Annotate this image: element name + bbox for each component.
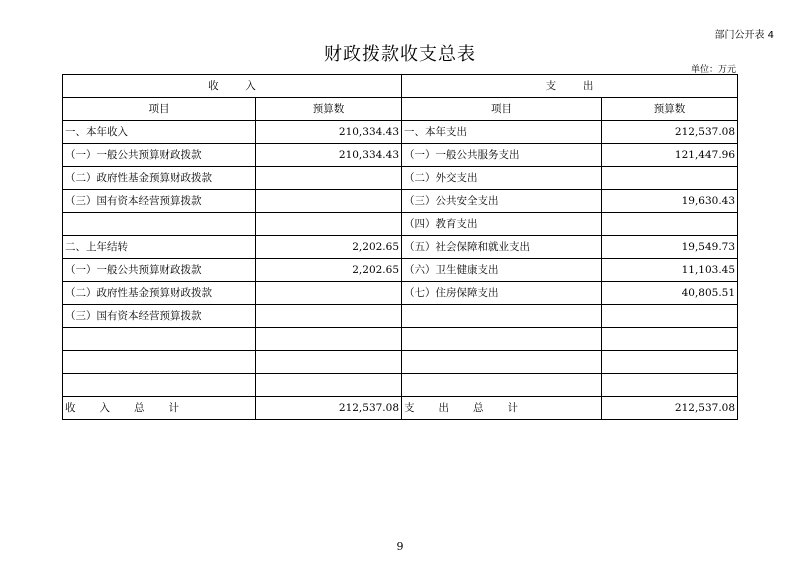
expense-item-cell bbox=[402, 328, 602, 351]
income-item-cell: （二）政府性基金预算财政拨款 bbox=[63, 167, 256, 190]
table-row bbox=[63, 144, 738, 167]
income-amount-cell bbox=[256, 328, 402, 351]
expense-amount-cell bbox=[602, 351, 738, 374]
expense-item-cell bbox=[402, 351, 602, 374]
expense-amount-cell bbox=[602, 213, 738, 236]
expense-item-cell: （一）一般公共服务支出 bbox=[402, 144, 602, 167]
table-row bbox=[63, 305, 738, 328]
expense-amount-cell bbox=[602, 167, 738, 190]
expense-item-header: 项目 bbox=[402, 98, 602, 121]
table-row bbox=[63, 190, 738, 213]
income-item-cell: 二、上年结转 bbox=[63, 236, 256, 259]
income-amount-cell: 2,202.65 bbox=[256, 259, 402, 282]
total-row bbox=[63, 397, 738, 420]
expense-section-header: 支 出 bbox=[402, 75, 738, 98]
table-row bbox=[63, 121, 738, 144]
expense-amount-cell bbox=[602, 328, 738, 351]
expense-item-cell: （五）社会保障和就业支出 bbox=[402, 236, 602, 259]
income-amount-cell bbox=[256, 167, 402, 190]
expense-item-cell: （二）外交支出 bbox=[402, 167, 602, 190]
table-row bbox=[63, 374, 738, 397]
data-rows bbox=[63, 121, 738, 397]
income-amount-cell: 2,202.65 bbox=[256, 236, 402, 259]
income-amount-cell: 210,334.43 bbox=[256, 144, 402, 167]
expense-item-cell bbox=[402, 305, 602, 328]
income-item-cell: （二）政府性基金预算财政拨款 bbox=[63, 282, 256, 305]
expense-item-cell bbox=[402, 374, 602, 397]
table-row bbox=[63, 236, 738, 259]
expense-budget-header: 预算数 bbox=[602, 98, 738, 121]
income-amount-cell bbox=[256, 213, 402, 236]
income-total-amount: 212,537.08 bbox=[256, 397, 402, 420]
income-item-header: 项目 bbox=[63, 98, 256, 121]
expense-item-cell: 一、本年支出 bbox=[402, 121, 602, 144]
expense-item-cell: （六）卫生健康支出 bbox=[402, 259, 602, 282]
income-amount-cell bbox=[256, 351, 402, 374]
document-code: 部门公开表 4 bbox=[714, 30, 774, 41]
income-item-cell bbox=[63, 374, 256, 397]
expense-amount-cell: 11,103.45 bbox=[602, 259, 738, 282]
table-row bbox=[63, 167, 738, 190]
table-row bbox=[63, 259, 738, 282]
income-item-cell: 一、本年收入 bbox=[63, 121, 256, 144]
income-item-cell: （一）一般公共预算财政拨款 bbox=[63, 259, 256, 282]
expense-amount-cell bbox=[602, 305, 738, 328]
expense-item-cell: （三）公共安全支出 bbox=[402, 190, 602, 213]
expense-amount-cell: 212,537.08 bbox=[602, 121, 738, 144]
income-amount-cell bbox=[256, 282, 402, 305]
table-row bbox=[63, 213, 738, 236]
income-total-label: 收入总计 bbox=[63, 397, 256, 420]
income-amount-cell bbox=[256, 305, 402, 328]
table-row bbox=[63, 328, 738, 351]
expense-total-amount: 212,537.08 bbox=[602, 397, 738, 420]
page-title: 财政拨款收支总表 bbox=[324, 44, 476, 65]
income-item-cell bbox=[63, 213, 256, 236]
income-section-header: 收 入 bbox=[63, 75, 402, 98]
expense-item-cell: （四）教育支出 bbox=[402, 213, 602, 236]
expense-item-cell: （七）住房保障支出 bbox=[402, 282, 602, 305]
expense-amount-cell: 19,549.73 bbox=[602, 236, 738, 259]
income-amount-cell bbox=[256, 374, 402, 397]
expense-amount-cell bbox=[602, 374, 738, 397]
column-header-row bbox=[63, 98, 738, 121]
section-header-row bbox=[63, 75, 738, 98]
expense-amount-cell: 40,805.51 bbox=[602, 282, 738, 305]
income-budget-header: 预算数 bbox=[256, 98, 402, 121]
expense-amount-cell: 19,630.43 bbox=[602, 190, 738, 213]
table-row bbox=[63, 282, 738, 305]
unit-label: 单位：万元 bbox=[690, 65, 736, 75]
income-item-cell: （三）国有资本经营预算拨款 bbox=[63, 305, 256, 328]
table-row bbox=[63, 351, 738, 374]
income-amount-cell: 210,334.43 bbox=[256, 121, 402, 144]
income-item-cell: （一）一般公共预算财政拨款 bbox=[63, 144, 256, 167]
expense-total-label: 支出总计 bbox=[402, 397, 602, 420]
income-amount-cell bbox=[256, 190, 402, 213]
income-item-cell bbox=[63, 351, 256, 374]
income-item-cell bbox=[63, 328, 256, 351]
budget-table bbox=[62, 74, 738, 420]
page-number: 9 bbox=[396, 540, 404, 553]
expense-amount-cell: 121,447.96 bbox=[602, 144, 738, 167]
income-item-cell: （三）国有资本经营预算拨款 bbox=[63, 190, 256, 213]
